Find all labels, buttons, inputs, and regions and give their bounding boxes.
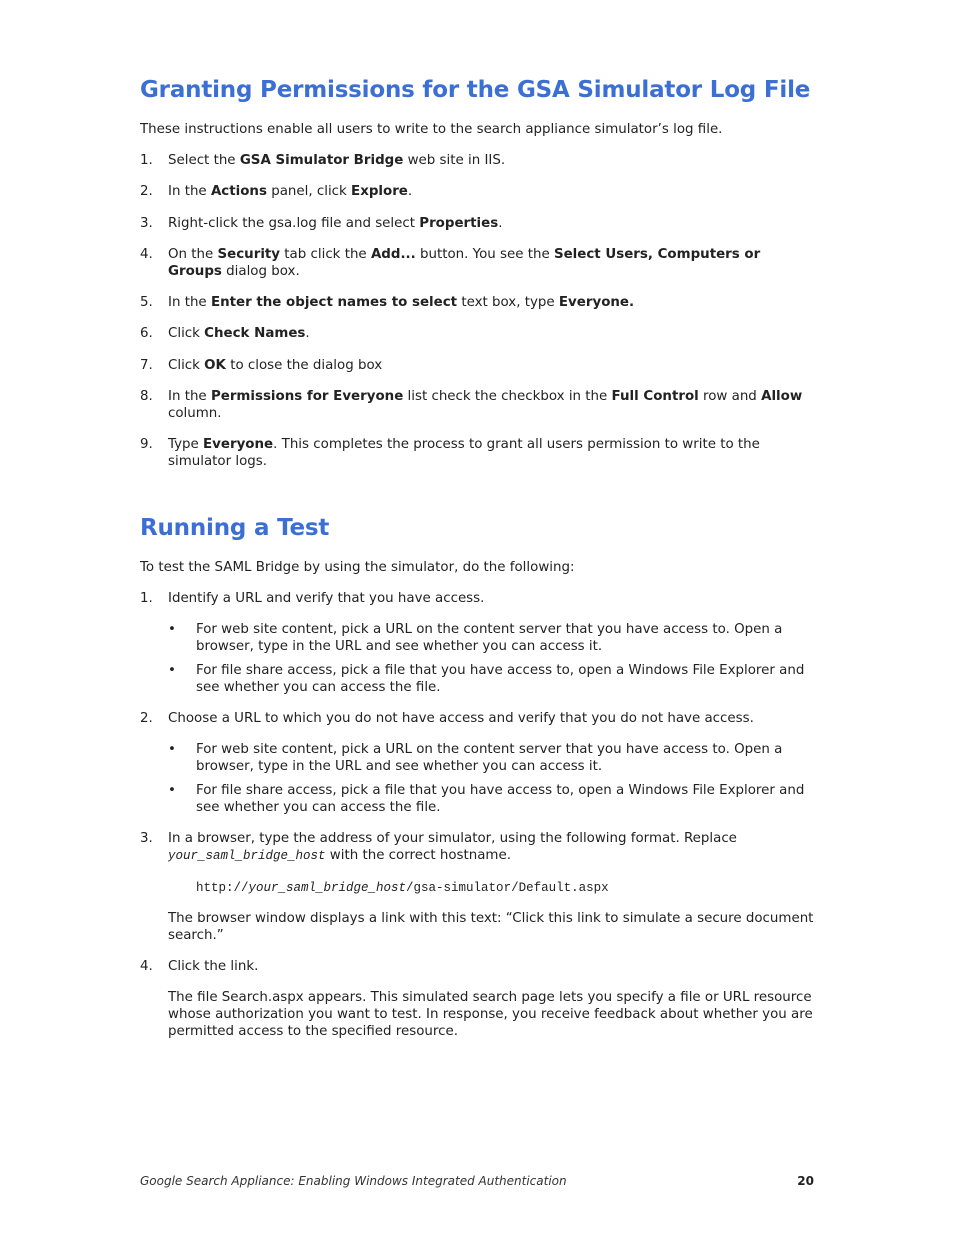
step-text <box>168 830 816 865</box>
section-intro-running-test: To test the SAML Bridge by using the simulator, do the following: <box>140 560 575 575</box>
step-number: 2. <box>140 184 153 199</box>
section-title-running-test: Running a Test <box>140 515 330 541</box>
code-variable: your_saml_bridge_host <box>248 881 407 895</box>
bullet-text: For web site content, pick a URL on the content server that you have access to. Open a browser, type in the URL and see whether you can access it. <box>196 622 783 654</box>
bullet-icon: • <box>168 742 176 757</box>
step-number: 3. <box>140 831 153 846</box>
bullet-icon: • <box>168 663 176 678</box>
ui-term: Properties <box>419 216 499 231</box>
ui-term: Allow <box>761 389 803 404</box>
ui-term: Full Control <box>611 389 699 404</box>
step-number: 4. <box>140 959 153 974</box>
step-text <box>168 215 816 232</box>
step-number: 6. <box>140 326 153 341</box>
step-text-part: list check the checkbox in the <box>403 389 612 404</box>
ui-term: Everyone. <box>558 295 635 310</box>
section-title-permissions: Granting Permissions for the GSA Simulator Log File <box>140 77 811 103</box>
section-intro-permissions: These instructions enable all users to write to the search appliance simulator’s log file. <box>140 122 723 137</box>
step-text <box>168 388 816 422</box>
step-text <box>168 357 816 374</box>
bullet-text: For file share access, pick a file that you have access to, open a Windows File Explorer and see whether you can access the file. <box>196 783 805 815</box>
step-text-before: In a browser, type the address of your simulator, using the following format. Replace <box>168 831 737 846</box>
bullet-text: For file share access, pick a file that you have access to, open a Windows File Explorer and see whether you can access the file. <box>196 663 805 695</box>
step-number: 9. <box>140 437 153 452</box>
step-text <box>168 436 816 470</box>
step-text-part: button. You see the <box>415 247 554 262</box>
ui-term: OK <box>204 358 226 373</box>
placeholder-hostname: your_saml_bridge_host <box>168 849 326 863</box>
ui-term: Permissions for Everyone <box>210 389 404 404</box>
ui-term: Security <box>217 247 281 262</box>
step-number: 5. <box>140 295 153 310</box>
step-text-part: text box, type <box>457 295 559 310</box>
step-text-after: with the correct hostname. <box>325 848 511 863</box>
step-text <box>168 246 816 280</box>
step-text-part: In the <box>168 295 211 310</box>
step-text-part: In the <box>168 389 211 404</box>
step-text-part: Select the <box>168 153 240 168</box>
step-text-part: On the <box>168 247 218 262</box>
step-text-part: panel, click <box>266 184 352 199</box>
step-text: Choose a URL to which you do not have access and verify that you do not have access. <box>168 711 754 726</box>
step-text-part: . <box>498 216 503 231</box>
step-text-part: Type <box>168 437 204 452</box>
step-4-result: The file Search.aspx appears. This simulated search page lets you specify a file or URL resource whose authorization you want to test. In response, you receive feedback about whether you are permitted access to the specified resource. <box>168 990 813 1039</box>
step-3-result: The browser window displays a link with this text: “Click this link to simulate a secure document search.” <box>168 911 814 943</box>
step-text-part: Right-click the gsa.log file and select <box>168 216 420 231</box>
step-text-part: . <box>407 184 413 199</box>
step-number: 4. <box>140 247 153 262</box>
step-text <box>168 325 816 342</box>
step-number: 7. <box>140 358 153 373</box>
code-suffix: /gsa-simulator/Default.aspx <box>406 881 609 895</box>
step-text <box>168 294 816 311</box>
ui-term: Select Users, Computers or Groups <box>168 247 761 279</box>
step-text-part: In the <box>168 184 211 199</box>
step-text-part: Click <box>168 358 205 373</box>
bullet-icon: • <box>168 622 176 637</box>
step-text: Identify a URL and verify that you have access. <box>168 591 485 606</box>
step-text-part: . This completes the process to grant all users permission to write to the simulator logs. <box>168 437 760 469</box>
bullet-icon: • <box>168 783 176 798</box>
step-text-part: column. <box>168 406 222 421</box>
ui-term: Everyone <box>203 437 274 452</box>
ui-term: GSA Simulator Bridge <box>239 153 404 168</box>
step-number: 8. <box>140 389 153 404</box>
step-text-part: dialog box. <box>221 264 300 279</box>
step-number: 2. <box>140 711 153 726</box>
ui-term: Enter the object names to select <box>210 295 458 310</box>
code-prefix: http:// <box>196 881 249 895</box>
step-text-part: . <box>305 326 310 341</box>
step-number: 1. <box>140 153 153 168</box>
step-text-part: row and <box>698 389 762 404</box>
ui-term: Add... <box>370 247 416 262</box>
step-number: 3. <box>140 216 153 231</box>
ui-term: Check Names <box>204 326 306 341</box>
code-url <box>196 880 844 897</box>
step-text-part: tab click the <box>280 247 371 262</box>
ui-term: Explore <box>351 184 408 199</box>
step-text-part: Click <box>168 326 205 341</box>
footer-page-number: 20 <box>797 1174 814 1188</box>
step-number: 1. <box>140 591 153 606</box>
step-text <box>168 152 816 169</box>
bullet-text: For web site content, pick a URL on the content server that you have access to. Open a browser, type in the URL and see whether you can access it. <box>196 742 783 774</box>
step-text-part: to close the dialog box <box>225 358 383 373</box>
step-text <box>168 183 816 200</box>
step-text: Click the link. <box>168 959 259 974</box>
footer-document-title: Google Search Appliance: Enabling Windows Integrated Authentication <box>140 1174 567 1188</box>
step-text-part: web site in IIS. <box>403 153 506 168</box>
ui-term: Actions <box>210 184 267 199</box>
